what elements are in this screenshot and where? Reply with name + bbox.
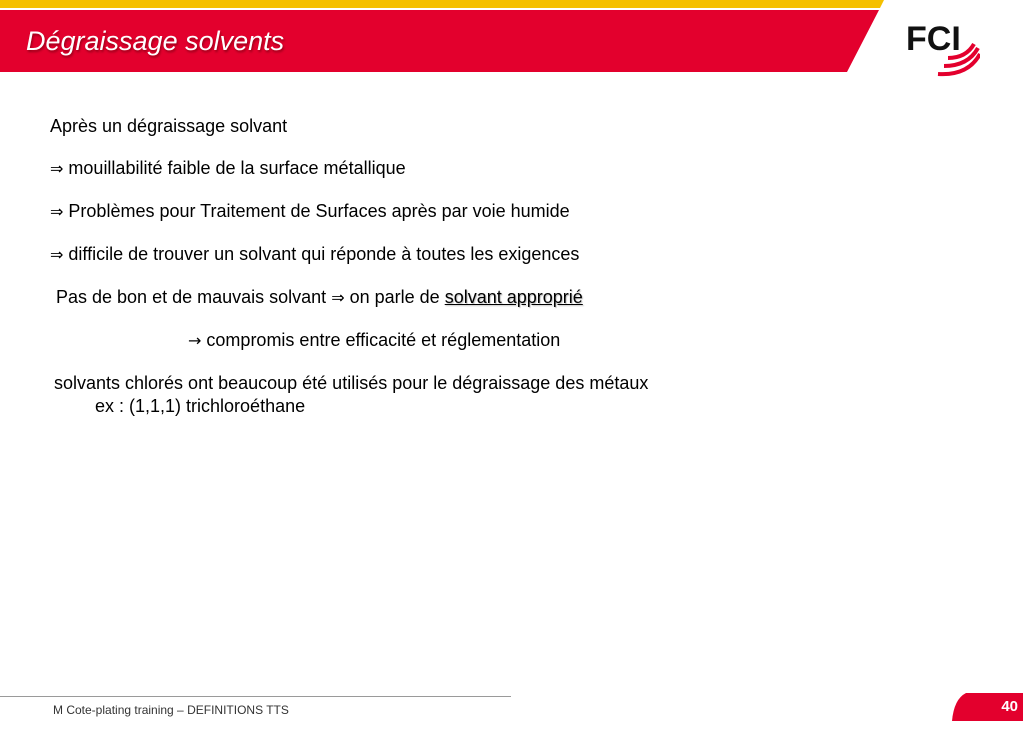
text-line-3: ⇒ Problèmes pour Traitement de Surfaces après par voie humide — [50, 201, 570, 221]
solvant-approprie-link[interactable]: solvant approprié — [444, 287, 583, 307]
text-line-7: solvants chlorés ont beaucoup été utilisés pour le dégraissage des métaux — [54, 373, 649, 393]
implies-arrow-icon: ⇒ — [50, 245, 64, 264]
text-line-8: ex : (1,1,1) trichloroéthane — [95, 396, 306, 416]
implies-arrow-icon: ⇒ — [331, 288, 345, 307]
text-line-6: → compromis entre efficacité et réglementation — [188, 330, 561, 350]
implies-arrow-icon: ⇒ — [50, 159, 64, 178]
implies-arrow-icon: ⇒ — [50, 202, 64, 221]
header-yellow-stripe — [0, 0, 884, 8]
header-white-gap — [0, 8, 880, 10]
right-arrow-icon: → — [188, 331, 202, 350]
footer-divider — [0, 696, 511, 697]
text-line-1: Après un dégraissage solvant — [50, 116, 288, 136]
logo-text: FCI — [906, 20, 961, 58]
text-line-4: ⇒ difficile de trouver un solvant qui réponde à toutes les exigences — [50, 244, 580, 264]
fci-logo-icon — [904, 16, 980, 82]
footer-text: M Cote-plating training – DEFINITIONS TTS — [53, 703, 289, 717]
page-number: 40 — [1001, 698, 1018, 715]
slide-title: Dégraissage solvents — [26, 26, 285, 56]
text-line-5: Pas de bon et de mauvais solvant ⇒ on parle de solvant approprié — [56, 287, 583, 307]
text-line-2: ⇒ mouillabilité faible de la surface métallique — [50, 158, 406, 178]
